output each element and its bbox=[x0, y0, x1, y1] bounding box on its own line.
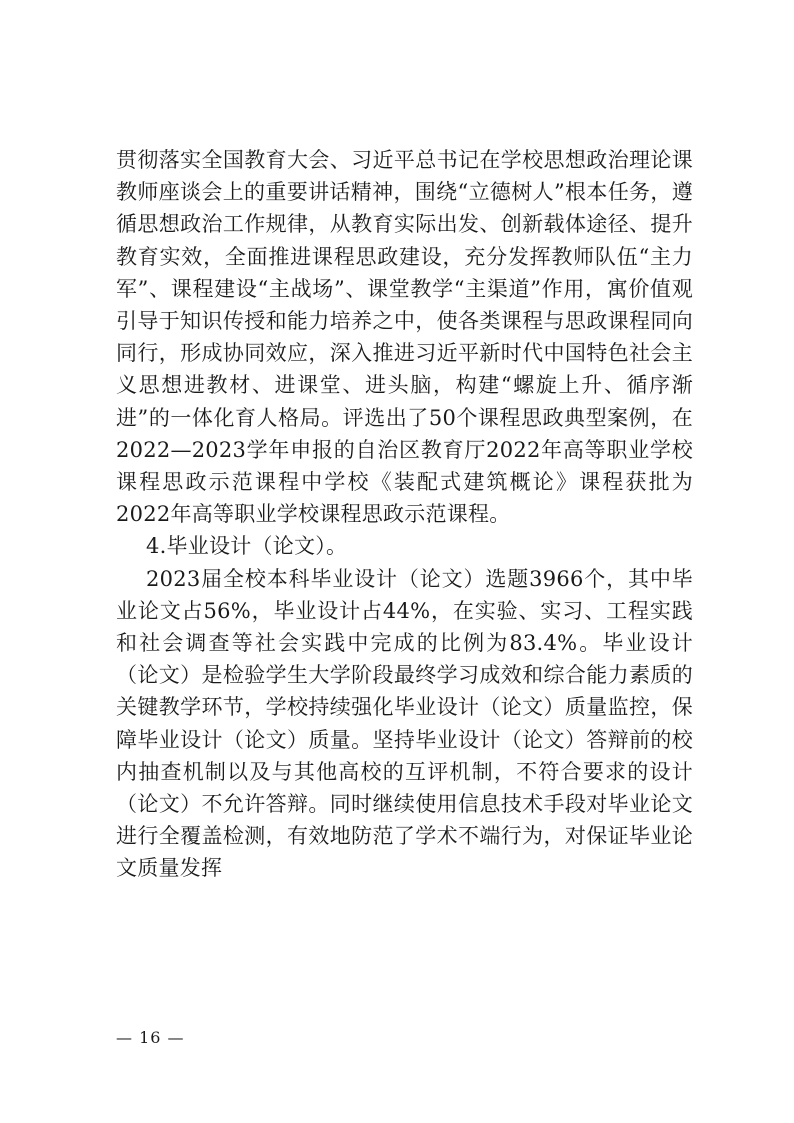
paragraph-graduation-design: 2023届全校本科毕业设计（论文）选题3966个，其中毕业论文占56%，毕业设计占44%，在实验、实习、工程实践和社会调查等社会实践中完成的比例为83.4%。毕业设计（论文）是检验学生大学阶段最终学习成效和综合能力素质的关键教学环节，学校持续强化毕业设计（论文）质量监控，保障毕业设计（论文）质量。坚持毕业设计（论文）答辩前的校内抽查机制以及与其他高校的互评机制，不符合要求的设计（论文）不允许答辩。同时继续使用信息技术手段对毕业论文进行全覆盖检测，有效地防范了学术不端行为，对保证毕业论文质量发挥 bbox=[116, 566, 693, 881]
page-number: — 16 — bbox=[116, 1028, 185, 1047]
paragraph-curriculum-ideology: 贯彻落实全国教育大会、习近平总书记在学校思想政治理论课教师座谈会上的重要讲话精神，围绕“立德树人”根本任务，遵循思想政治工作规律，从教育实际出发、创新载体途径、提升教育实效，全面推进课程思政建设，充分发挥教师队伍“主力军”、课程建设“主战场”、课堂教学“主渠道”作用，寓价值观引导于知识传授和能力培养之中，使各类课程与思政课程同向同行，形成协同效应，深入推进习近平新时代中国特色社会主义思想进教材、进课堂、进头脑，构建“螺旋上升、循序渐进”的一体化育人格局。评选出了50个课程思政典型案例，在2022—2023学年申报的自治区教育厅2022年高等职业学校课程思政示范课程中学校《装配式建筑概论》课程获批为2022年高等职业学校课程思政示范课程。 bbox=[116, 148, 693, 527]
body-text bbox=[116, 144, 693, 885]
section-heading-graduation-design: 4.毕业设计（论文）。 bbox=[146, 534, 348, 559]
